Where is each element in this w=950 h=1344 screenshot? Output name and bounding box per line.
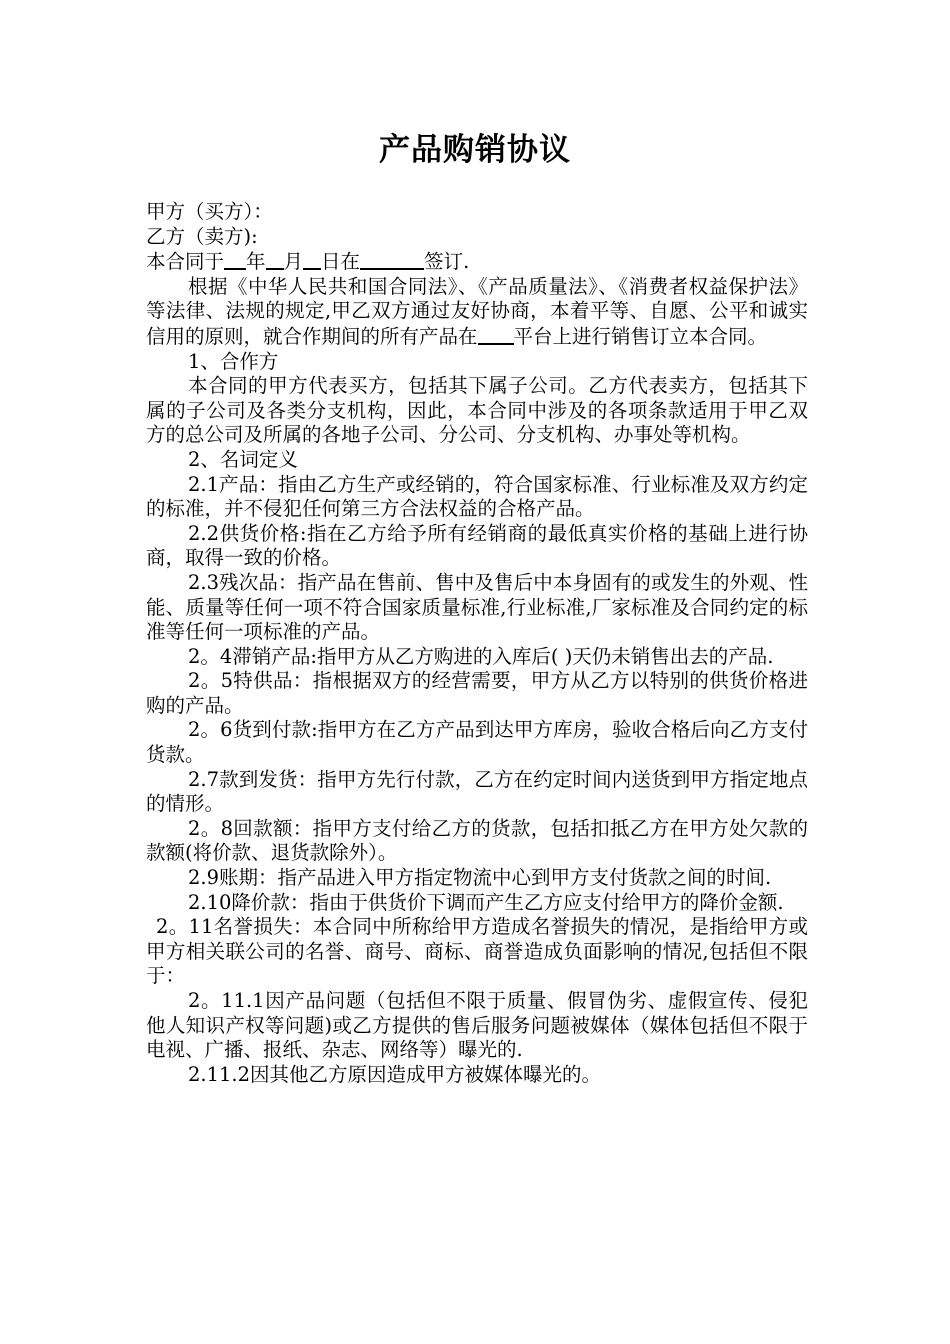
date-line-text: 月 [283,250,304,274]
definition-paragraph: 2。11名誉损失：本合同中所称给甲方造成名誉损失的情况，是指给甲方或甲方相关联公司的名誉、商号、商标、商誉造成负面影响的情况,包括但不限于： [146,915,808,988]
preamble-text: 根据《中华人民共和国合同法》、《产品质量法》、《消费者权益保护法》等法律、法规的规定,甲乙双方通过友好协商，本着平等、自愿、公平和诚实信用的原则，就合作期间的所有产品在 [146,274,808,348]
definition-paragraph: 2.3残次品：指产品在售前、售中及售后中本身固有的或发生的外观、性能、质量等任何一项不符合国家质量标准,行业标准,厂家标准及合同约定的标准等任何一项标准的产品。 [146,570,808,644]
definition-paragraph: 2。6货到付款:指甲方在乙方产品到达甲方库房，验收合格后向乙方支付货款。 [146,718,808,767]
party-b-line: 乙方（卖方): [146,224,258,248]
definition-paragraph: 2.2供货价格:指在乙方给予所有经销商的最低真实价格的基础上进行协商，取得一致的价格。 [146,521,808,570]
section-heading: 2、名词定义 [188,447,298,471]
date-line-text: 年 [246,250,266,274]
year-blank [224,249,246,270]
definition-paragraph: 2.11.2因其他乙方原因造成甲方被媒体曝光的。 [188,1062,602,1086]
date-line-text: 本合同于 [146,250,225,274]
preamble-paragraph [146,275,808,350]
date-line-text: 日在 [321,250,361,274]
month-blank [266,249,284,270]
definition-paragraph: 2。4滞销产品:指甲方从乙方购进的入库后( )天仍未销售出去的产品. [188,644,774,668]
date-line-text: 签订. [424,250,470,274]
platform-blank [478,324,514,345]
section-paragraph: 本合同的甲方代表买方，包括其下属子公司。乙方代表卖方，包括其下属的子公司及各类分支机构，因此，本合同中涉及的各项条款适用于甲乙双方的总公司及所属的各地子公司、分公司、分支机构、办事处等机构。 [146,374,808,447]
definition-paragraph: 2。5特供品：指根据双方的经营需要，甲方从乙方以特别的供货价格进购的产品。 [146,669,808,717]
place-blank [360,249,424,270]
document-body [146,200,808,1087]
definition-paragraph: 2.7款到发货：指甲方先行付款，乙方在约定时间内送货到甲方指定地点的情形。 [146,767,808,816]
date-line [146,249,808,275]
section-heading: 1、合作方 [188,349,279,373]
party-a-line: 甲方（买方）： [146,200,273,223]
document-title: 产品购销协议 [379,132,571,168]
definition-paragraph: 2.9账期：指产品进入甲方指定物流中心到甲方支付货款之间的时间. [188,866,772,890]
day-blank [303,249,321,270]
definition-paragraph: 2.10降价款：指由于供货价下调而产生乙方应支付给甲方的降价金额. [188,890,784,914]
definition-paragraph: 2。8回款额：指甲方支付给乙方的货款，包括扣抵乙方在甲方处欠款的款额(将价款、退货款除外）。 [146,816,808,865]
definition-paragraph: 2。11.1因产品问题（包括但不限于质量、假冒伪劣、虚假宣传、侵犯他人知识产权等问题)或乙方提供的售后服务问题被媒体（媒体包括但不限于电视、广播、报纸、杂志、网络等）曝光的. [146,989,808,1062]
definition-paragraph: 2.1产品：指由乙方生产或经销的，符合国家标准、行业标准及双方约定的标准，并不侵犯任何第三方合法权益的合格产品。 [146,472,808,521]
preamble-text: 平台上进行销售订立本合同。 [513,324,768,348]
